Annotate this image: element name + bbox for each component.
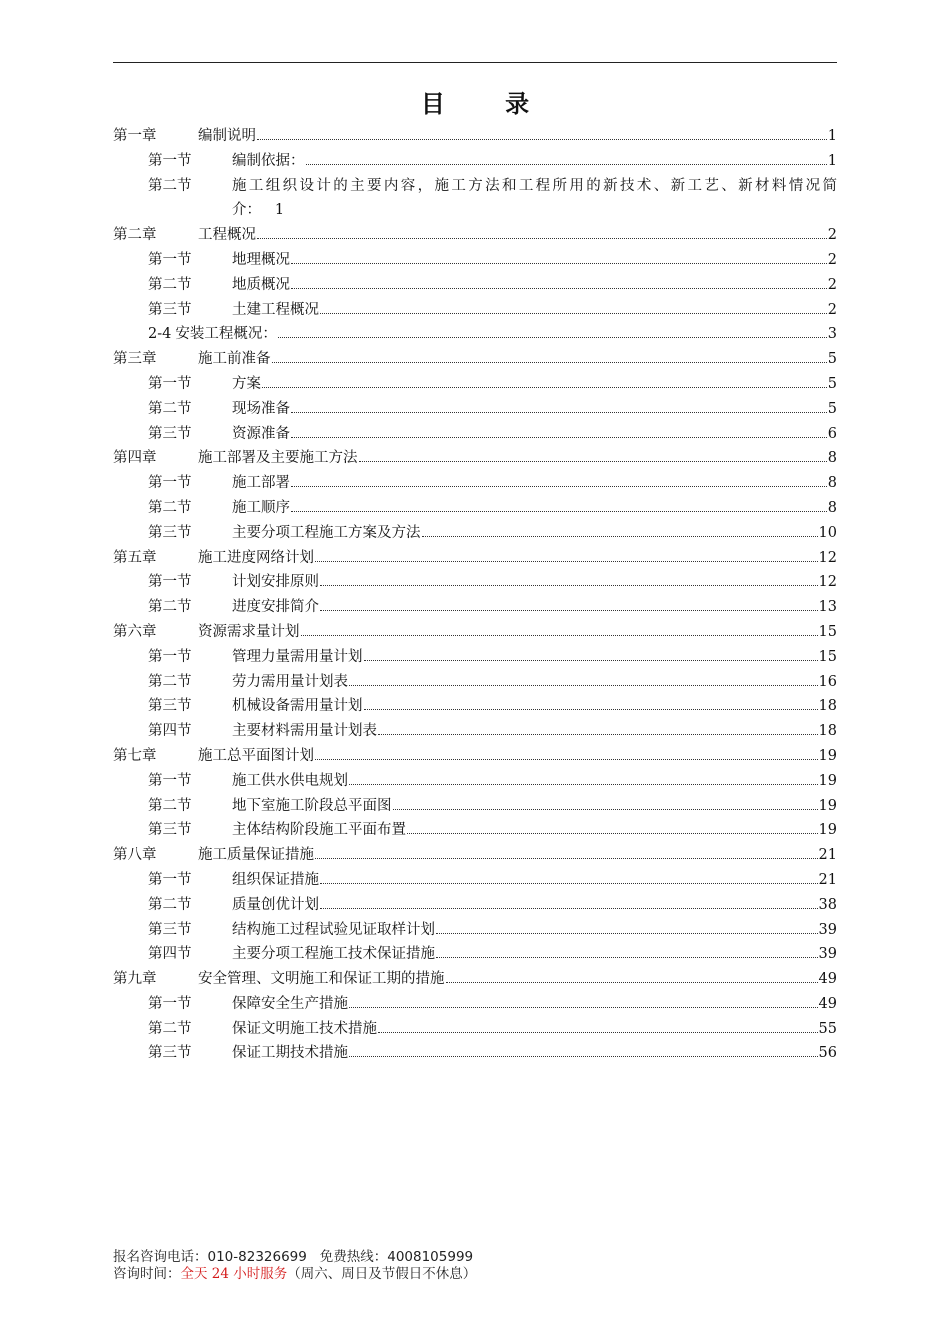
toc-entry-page: 6: [827, 425, 837, 442]
hours-highlight: 全天 24 小时服务: [180, 1266, 288, 1282]
toc-entry-page: 39: [818, 921, 837, 938]
toc-entry-page: 2: [827, 301, 837, 318]
toc-entry-number: 第一节: [148, 648, 192, 665]
toc-entry-section[interactable]: [113, 1017, 837, 1042]
toc-dot-leader: [272, 362, 827, 363]
toc-entry-section[interactable]: [113, 992, 837, 1017]
toc-dot-leader: [257, 139, 827, 140]
toc-dot-leader: [378, 734, 818, 735]
toc-dot-leader: [291, 511, 827, 512]
toc-entry-section[interactable]: [113, 298, 837, 323]
hotline-label: 免费热线：: [319, 1249, 388, 1265]
toc-entry-title: 施工部署: [232, 475, 290, 492]
toc-entry-page: 38: [818, 896, 837, 913]
toc-entry-page: 18: [818, 723, 837, 740]
toc-entry-page: 19: [818, 747, 837, 764]
toc-entry-title: 编制说明: [198, 128, 256, 144]
toc-entry-section[interactable]: [113, 918, 837, 943]
toc-entry-number: 第二节: [148, 599, 192, 616]
toc-entry-title: 主体结构阶段施工平面布置: [232, 822, 406, 839]
toc-entry-title: 施工组织设计的主要内容，施工方法和工程所用的新技术、新工艺、新材料情况简: [232, 177, 837, 194]
toc-entry-section[interactable]: [113, 893, 837, 918]
toc-dot-leader: [349, 784, 818, 785]
toc-entry-chapter[interactable]: [113, 620, 837, 645]
toc-entry-section[interactable]: [113, 322, 837, 347]
toc-dot-leader: [262, 387, 827, 388]
toc-entry-number: 第三节: [148, 698, 192, 715]
toc-entry-page: 8: [827, 499, 837, 516]
toc-dot-leader: [436, 933, 818, 934]
toc-entry-page: 19: [818, 797, 837, 814]
toc-entry-page: 19: [818, 822, 837, 839]
toc-entry-title: 编制依据：: [232, 152, 305, 169]
toc-entry-page: 49: [818, 995, 837, 1012]
toc-entry-section[interactable]: [113, 149, 837, 174]
toc-entry-number: 第四章: [113, 450, 157, 467]
toc-entry-number: 2-4: [148, 326, 172, 343]
toc-dot-leader: [291, 263, 827, 264]
toc-dot-leader: [320, 313, 827, 314]
toc-entry-chapter[interactable]: [113, 744, 837, 769]
toc-entry-title: 工程概况: [198, 227, 256, 244]
toc-entry-number: 第二节: [148, 499, 192, 516]
toc-entry-page: 16: [818, 673, 837, 690]
toc-entry-page: 8: [827, 475, 837, 492]
toc-entry-title: 计划安排原则: [232, 574, 319, 591]
toc-entry-number: 第三节: [148, 1045, 192, 1062]
toc-entry-page: 1: [827, 128, 837, 144]
toc-entry-title: 施工供水供电规划: [232, 772, 348, 789]
toc-dot-leader: [301, 635, 818, 636]
toc-entry-section[interactable]: [113, 868, 837, 893]
toc-entry-section[interactable]: [113, 1041, 837, 1066]
toc-entry-number: 第一节: [148, 772, 192, 789]
toc-entry-page: 15: [818, 623, 837, 640]
footer-contact-line: [113, 1249, 476, 1266]
header-rule: [113, 62, 837, 63]
toc-entry-title: 安全管理、文明施工和保证工期的措施: [198, 971, 445, 988]
toc-dot-leader: [364, 660, 818, 661]
toc-entry-title: 保证文明施工技术措施: [232, 1020, 377, 1037]
toc-entry-section[interactable]: [113, 521, 837, 546]
toc-entry-number: 第一节: [148, 251, 192, 268]
toc-entry-chapter[interactable]: [113, 223, 837, 248]
toc-entry-title: 主要分项工程施工技术保证措施: [232, 946, 435, 963]
toc-entry-section[interactable]: [113, 397, 837, 422]
toc-entry-page: 8: [827, 450, 837, 467]
toc-dot-leader: [393, 809, 818, 810]
toc-dot-leader: [320, 610, 818, 611]
toc-entry-section[interactable]: [113, 273, 837, 298]
table-of-contents: [113, 124, 837, 1066]
toc-entry-page: 10: [818, 524, 837, 541]
toc-entry-number: 第二节: [148, 276, 192, 293]
toc-entry-page: 3: [827, 326, 837, 343]
toc-dot-leader: [291, 486, 827, 487]
hours-note: （周六、周日及节假日不休息）: [287, 1266, 477, 1282]
toc-entry-page: 2: [827, 251, 837, 268]
toc-entry-chapter[interactable]: [113, 546, 837, 571]
toc-entry-title: 施工前准备: [198, 351, 271, 368]
toc-entry-section[interactable]: [113, 248, 837, 273]
toc-entry-page: 21: [818, 871, 837, 888]
toc-dot-leader: [364, 709, 818, 710]
toc-dot-leader: [407, 833, 818, 834]
toc-dot-leader: [257, 238, 827, 239]
toc-entry-title: 地质概况: [232, 276, 290, 293]
toc-entry-page: 19: [818, 772, 837, 789]
toc-dot-leader: [278, 337, 827, 338]
toc-entry-title: 施工总平面图计划: [198, 747, 314, 764]
toc-entry-title: 主要材料需用量计划表: [232, 723, 377, 740]
toc-entry-title-tail: 介：: [232, 202, 261, 219]
toc-dot-leader: [349, 1056, 818, 1057]
toc-entry-number: 第三节: [148, 425, 192, 442]
toc-entry-number: 第二节: [148, 896, 192, 913]
toc-entry-title: 安装工程概况：: [175, 326, 277, 343]
toc-entry-chapter[interactable]: [113, 124, 837, 149]
toc-entry-chapter[interactable]: [113, 843, 837, 868]
toc-entry-number: 第一节: [148, 871, 192, 888]
toc-entry-number: 第一节: [148, 152, 192, 169]
toc-entry-page: 2: [827, 276, 837, 293]
toc-entry-page: 5: [827, 400, 837, 417]
toc-entry-title: 土建工程概况: [232, 301, 319, 318]
toc-entry-title: 施工顺序: [232, 499, 290, 516]
toc-entry-title: 进度安排简介: [232, 599, 319, 616]
toc-entry-number: 第二章: [113, 227, 157, 244]
toc-entry-page: 5: [827, 375, 837, 392]
toc-dot-leader: [291, 437, 827, 438]
toc-entry-section[interactable]: [113, 670, 837, 695]
toc-entry-title-continued: [232, 198, 837, 223]
toc-entry-page: 49: [818, 971, 837, 988]
toc-entry-title: 保证工期技术措施: [232, 1045, 348, 1062]
toc-entry-page: 39: [818, 946, 837, 963]
toc-entry-title: 结构施工过程试验见证取样计划: [232, 921, 435, 938]
toc-entry-section[interactable]: [113, 372, 837, 397]
footer-hours-line: [113, 1266, 476, 1283]
toc-dot-leader: [315, 561, 818, 562]
toc-entry-number: 第一节: [148, 995, 192, 1012]
toc-entry-title: 资源准备: [232, 425, 290, 442]
toc-entry-title: 组织保证措施: [232, 871, 319, 888]
toc-entry-section[interactable]: [113, 942, 837, 967]
toc-entry-section[interactable]: [113, 174, 837, 224]
toc-entry-page: 12: [818, 574, 837, 591]
toc-entry-chapter[interactable]: [113, 446, 837, 471]
toc-entry-chapter[interactable]: [113, 967, 837, 992]
toc-entry-chapter[interactable]: [113, 347, 837, 372]
toc-entry-title: 施工质量保证措施: [198, 847, 314, 864]
toc-entry-number: 第七章: [113, 747, 157, 764]
toc-entry-title: 地下室施工阶段总平面图: [232, 797, 392, 814]
toc-entry-number: 第二节: [148, 797, 192, 814]
toc-entry-number: 第一节: [148, 375, 192, 392]
toc-dot-leader: [306, 164, 827, 165]
toc-entry-title: 主要分项工程施工方案及方法: [232, 524, 421, 541]
toc-entry-number: 第一节: [148, 574, 192, 591]
footer: [113, 1249, 476, 1283]
toc-entry-number: 第一节: [148, 475, 192, 492]
toc-entry-title: 机械设备需用量计划: [232, 698, 363, 715]
toc-entry-section[interactable]: [113, 595, 837, 620]
toc-entry-section[interactable]: [113, 570, 837, 595]
toc-entry-page: 56: [818, 1045, 837, 1062]
toc-entry-page: 55: [818, 1020, 837, 1037]
toc-entry-number: 第二节: [148, 673, 192, 690]
toc-entry-number: 第三节: [148, 301, 192, 318]
hours-label: 咨询时间：: [113, 1266, 181, 1282]
toc-dot-leader: [349, 685, 818, 686]
toc-entry-title: 资源需求量计划: [198, 623, 300, 640]
phone-number: 010-82326699: [207, 1249, 307, 1265]
phone-label: 报名咨询电话：: [113, 1249, 208, 1265]
toc-entry-number: 第四节: [148, 946, 192, 963]
toc-dot-leader: [422, 536, 818, 537]
toc-entry-title: 地理概况: [232, 251, 290, 268]
toc-entry-page: 5: [827, 351, 837, 368]
toc-entry-number: 第三章: [113, 351, 157, 368]
toc-dot-leader: [291, 412, 827, 413]
toc-entry-page: 18: [818, 698, 837, 715]
toc-dot-leader: [436, 957, 818, 958]
toc-entry-page: 21: [818, 847, 837, 864]
hotline-number: 4008105999: [387, 1249, 474, 1265]
toc-entry-page: 1: [827, 152, 837, 169]
toc-entry-number: 第二节: [148, 1020, 192, 1037]
toc-entry-section[interactable]: [113, 719, 837, 744]
toc-entry-section[interactable]: [113, 818, 837, 843]
toc-entry-number: 第三节: [148, 921, 192, 938]
toc-entry-number: 第六章: [113, 623, 157, 640]
toc-entry-number: 第五章: [113, 549, 157, 566]
toc-entry-number: 第九章: [113, 971, 157, 988]
toc-entry-page: 13: [818, 599, 837, 616]
toc-dot-leader: [315, 759, 818, 760]
toc-entry-title: 现场准备: [232, 400, 290, 417]
toc-dot-leader: [446, 982, 818, 983]
toc-entry-number: 第二节: [148, 177, 192, 194]
toc-dot-leader: [349, 1007, 818, 1008]
toc-entry-title: 劳力需用量计划表: [232, 673, 348, 690]
toc-entry-title: 管理力量需用量计划: [232, 648, 363, 665]
toc-entry-body: [232, 174, 837, 224]
toc-entry-title: 施工进度网络计划: [198, 549, 314, 566]
toc-entry-page: 15: [818, 648, 837, 665]
toc-dot-leader: [320, 908, 818, 909]
toc-dot-leader: [359, 461, 827, 462]
toc-entry-page: 2: [827, 227, 837, 244]
toc-entry-section[interactable]: [113, 645, 837, 670]
toc-entry-title: 保障安全生产措施: [232, 995, 348, 1012]
page-title: 目 录: [420, 90, 556, 118]
toc-entry-section[interactable]: [113, 794, 837, 819]
toc-dot-leader: [320, 883, 818, 884]
toc-entry-title: 质量创优计划: [232, 896, 319, 913]
toc-entry-number: 第四节: [148, 723, 192, 740]
toc-dot-leader: [378, 1032, 818, 1033]
toc-entry-number: 第一章: [113, 128, 157, 144]
toc-entry-title: 施工部署及主要施工方法: [198, 450, 358, 467]
toc-entry-number: 第三节: [148, 822, 192, 839]
toc-dot-leader: [291, 288, 827, 289]
toc-entry-section[interactable]: [113, 422, 837, 447]
toc-entry-number: 第八章: [113, 847, 157, 864]
toc-entry-section[interactable]: [113, 496, 837, 521]
toc-entry-page: 1: [274, 202, 285, 219]
toc-entry-section[interactable]: [113, 769, 837, 794]
toc-entry-section[interactable]: [113, 694, 837, 719]
toc-entry-number: 第三节: [148, 524, 192, 541]
toc-entry-section[interactable]: [113, 471, 837, 496]
toc-entry-page: 12: [818, 549, 837, 566]
toc-dot-leader: [320, 585, 818, 586]
toc-entry-number: 第二节: [148, 400, 192, 417]
toc-entry-title: 方案: [232, 375, 261, 392]
toc-dot-leader: [315, 858, 818, 859]
